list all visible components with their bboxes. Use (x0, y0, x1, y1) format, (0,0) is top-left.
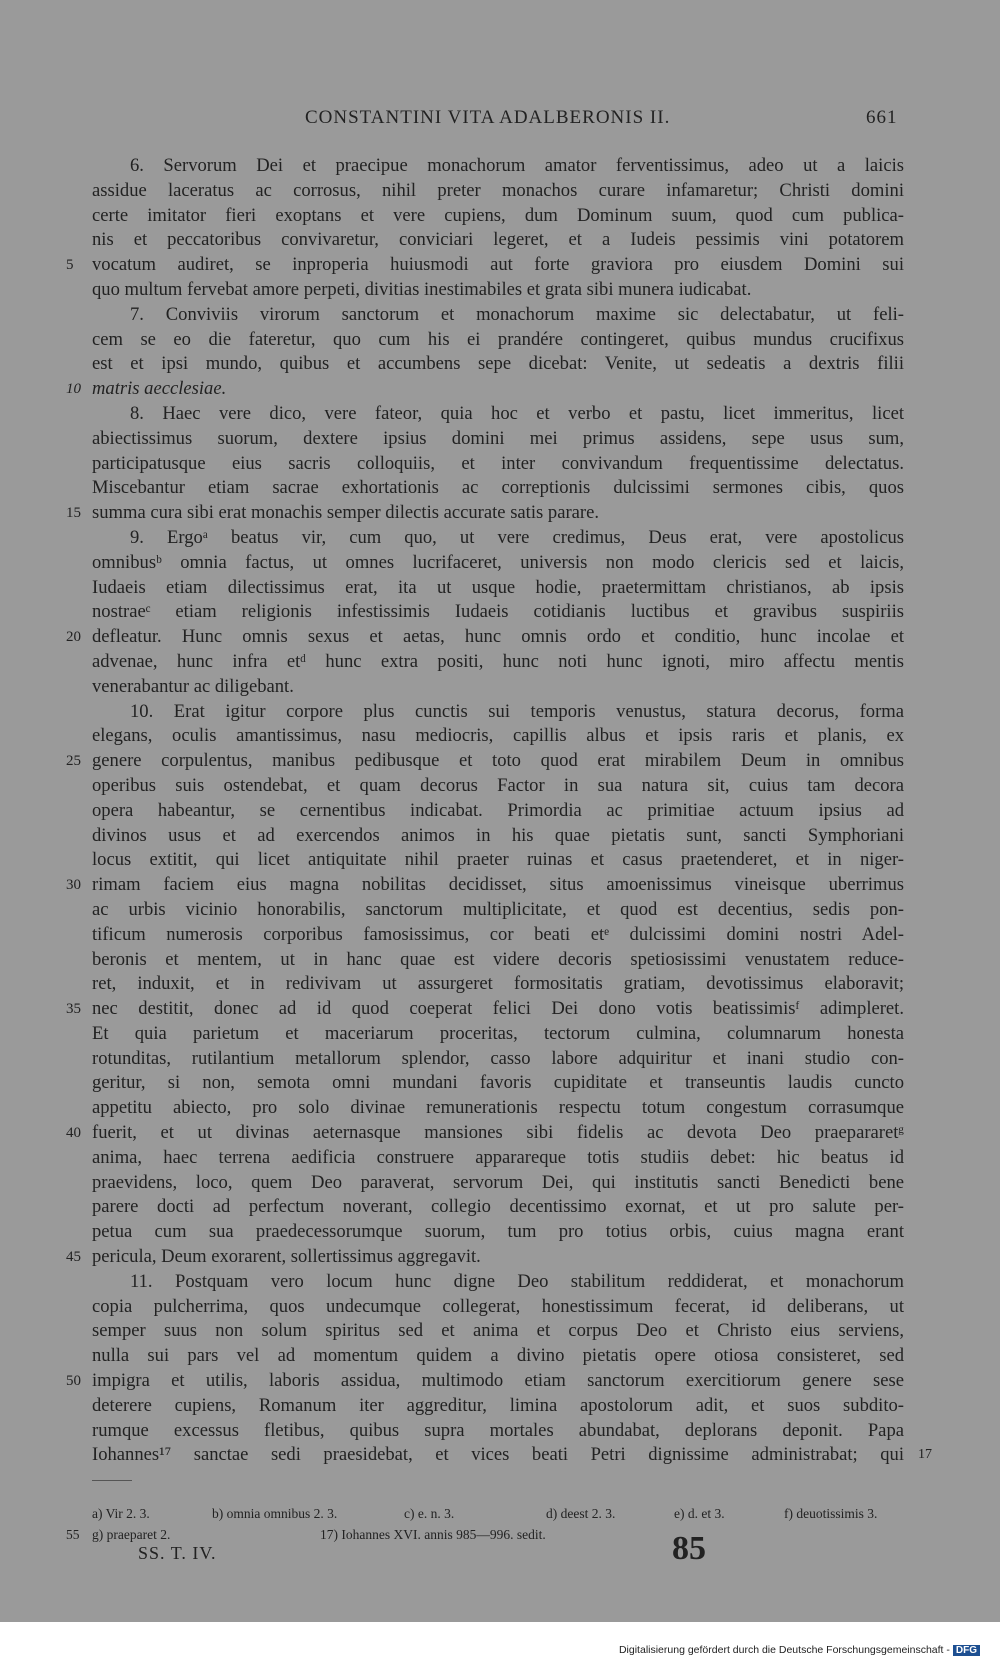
text-line (92, 1096, 904, 1121)
text-line (92, 427, 904, 452)
line-text: ret, induxit, et in redivivam ut assurgeret formositatis gratiam, devotissimus elaboravit; (92, 973, 904, 995)
line-text: ac urbis vicinio honorabilis, sanctorum multiplicitate, et quod est decentius, sedis pon- (92, 898, 904, 920)
line-text: petua cum sua praedecessorumque suorum, tum pro totius orbis, cuius magna erant (92, 1221, 904, 1243)
line-text: cem se eo die fateretur, quo cum his ei prandére contingeret, quibus mundus crucifixus (92, 328, 904, 350)
text-line (66, 1245, 904, 1270)
line-text: rimam faciem eius magna nobilitas decidisset, situs amoenissimus vineisque uberrimus (92, 874, 904, 896)
text-line (92, 700, 904, 725)
line-text: 9. Ergoᵃ beatus vir, cum quo, ut vere credimus, Deus erat, vere apostolicus (130, 526, 904, 548)
text-line (92, 724, 904, 749)
line-text: omnibusᵇ omnia factus, ut omnes lucrifaceret, universis non modo clericis sed et laicis, (92, 551, 904, 573)
line-text: matris aecclesiae. (92, 378, 227, 400)
text-line (92, 452, 904, 477)
line-text: semper suus non solum spiritus sed et anima et corpus Deo et Christo eius serviens, (92, 1320, 904, 1342)
line-text: rumque excessus fletibus, quibus supra mortales abundabat, deplorans deponit. Papa (92, 1419, 904, 1441)
text-line (92, 600, 904, 625)
line-text: divinos usus et ad exercendos animos in his quae pietatis sunt, sancti Symphoriani (92, 824, 904, 846)
line-text: praevidens, loco, quem Deo paraverat, servorum Dei, qui institutis sancti Benedicti bene (92, 1171, 904, 1193)
footnote-row (66, 1524, 904, 1545)
line-number: 10 (66, 381, 81, 398)
text-line (92, 1171, 904, 1196)
footnote: c) e. n. 3. (404, 1506, 455, 1521)
text-line (92, 1146, 904, 1171)
line-text: assidue laceratus ac corrosus, nihil preter monachos curare infamaretur; Christi domini (92, 179, 904, 201)
footnote: g) praeparet 2. (92, 1527, 171, 1542)
text-line (92, 972, 904, 997)
text-line (92, 1419, 904, 1444)
text-line (92, 1270, 904, 1295)
text-line (92, 179, 904, 204)
text-line (92, 1047, 904, 1072)
line-text: operibus suis ostendebat, et quam decorus Factor in sua natura sit, cuius tam decora (92, 774, 904, 796)
line-text: parere docti ad perfectum noverant, collegio decentissimo exornat, et ut pro salute per- (92, 1196, 904, 1218)
line-text: Et quia parietum et maceriarum proceritas, tectorum culmina, columnarum honesta (92, 1022, 904, 1044)
text-line (66, 749, 904, 774)
dfg-logo: DFG (953, 1645, 980, 1656)
text-line (92, 526, 904, 551)
text-line (66, 1121, 904, 1146)
text-line (92, 824, 904, 849)
text-line (92, 1443, 932, 1468)
line-text: anima, haec terrena aedificia construere apparareque totis studiis debet: hic beatus id (92, 1146, 904, 1168)
text-line (92, 1071, 904, 1096)
line-text: nostraeᶜ etiam religionis infestissimis Iudaeis cotidianis luctibus et gravibus suspiriis (92, 601, 904, 623)
text-line (92, 204, 904, 229)
text-line (92, 551, 904, 576)
footnote-rule (92, 1480, 132, 1481)
line-number: 50 (66, 1373, 81, 1390)
line-text: 10. Erat igitur corpore plus cunctis sui temporis venustus, statura decorus, forma (130, 700, 904, 722)
footnotes (66, 1503, 904, 1545)
text-line (92, 1220, 904, 1245)
text-line (92, 1344, 904, 1369)
text-line (66, 253, 904, 278)
line-text: tificum numerosis corporibus famosissimus, cor beati etᵉ dulcissimi domini nostri Adel- (92, 923, 904, 945)
line-text: pericula, Deum exorarent, sollertissimus aggregavit. (92, 1246, 481, 1268)
line-text: vocatum audiret, se inproperia huiusmodi aut forte graviora pro eiusdem Domini sui (92, 254, 904, 276)
page-number: 661 (866, 107, 898, 128)
line-text: 11. Postquam vero locum hunc digne Deo stabilitum reddiderat, et monachorum (130, 1270, 904, 1292)
line-number: 35 (66, 1001, 81, 1018)
line-number: 30 (66, 877, 81, 894)
text-line (66, 997, 904, 1022)
text-line (92, 303, 904, 328)
line-number: 25 (66, 753, 81, 770)
text-line (92, 898, 904, 923)
footnote: 17) Iohannes XVI. annis 985—996. sedit. (320, 1527, 546, 1542)
text-line (92, 1394, 904, 1419)
text-line (92, 650, 904, 675)
line-number: 15 (66, 505, 81, 522)
line-number: 20 (66, 629, 81, 646)
line-text: deterere cupiens, Romanum iter aggreditur, limina apostolorum adit, et suos subdito- (92, 1394, 904, 1416)
text-line (92, 278, 904, 303)
line-text: certe imitator fieri exoptans et vere cupiens, dum Dominum suum, quod cum publica- (92, 204, 904, 226)
footnote: d) deest 2. 3. (546, 1506, 616, 1521)
text-line (92, 1319, 904, 1344)
footnote-row (66, 1503, 904, 1524)
line-text: elegans, oculis amantissimus, nasu mediocris, capillis albus et ipsis raris et planis, ex (92, 725, 904, 747)
text-line (66, 625, 904, 650)
line-text: nulla sui pars vel ad momentum quidem a divino pietatis opere otiosa consisteret, sed (92, 1345, 904, 1367)
footnote: f) deuotissimis 3. (784, 1506, 878, 1521)
line-text: rotunditas, rutilantium metallorum splendor, casso labore adquiritur et inani studio con- (92, 1047, 904, 1069)
text-line (66, 873, 904, 898)
line-text: 8. Haec vere dico, vere fateor, quia hoc et verbo et pastu, licet immeritus, licet (130, 402, 904, 424)
text-line (92, 328, 904, 353)
line-number: 5 (66, 257, 74, 274)
text-line (92, 1022, 904, 1047)
line-text: geritur, si non, semota omni mundani favoris cupiditate et transeuntis laudis cuncto (92, 1072, 904, 1094)
footnote: a) Vir 2. 3. (92, 1506, 150, 1521)
line-text: nis et peccatoribus convivaretur, conviciari legeret, et a Iudeis pessimis vini potatorem (92, 229, 904, 251)
line-text: impigra et utilis, laboris assidua, multimodo etiam sanctorum exercitiorum genere sese (92, 1370, 904, 1392)
text-line (92, 1295, 904, 1320)
line-text: copia pulcherrima, quos undecumque collegerat, honestissimum fecerat, id deliberans, ut (92, 1295, 904, 1317)
text-line (92, 799, 904, 824)
line-text: Iohannes¹⁷ sanctae sedi praesidebat, et vices beati Petri dignissime administrabat; qui (92, 1444, 904, 1466)
text-line (92, 476, 904, 501)
text-line (92, 352, 904, 377)
line-text: abiectissimus suorum, dextere ipsius domini mei primus assidens, sepe usus sum, (92, 427, 904, 449)
text-line (92, 1195, 904, 1220)
text-line (92, 402, 904, 427)
text-line (92, 948, 904, 973)
text-line (92, 228, 904, 253)
line-text: defleatur. Hunc omnis sexus et aetas, hunc omnis ordo et conditio, hunc incolae et (92, 626, 904, 648)
text-line (92, 675, 904, 700)
line-text: genere corpulentus, manibus pedibusque et toto quod erat mirabilem Deum in omnibus (92, 750, 904, 772)
text-line (92, 576, 904, 601)
line-text: nec destitit, donec ad id quod coeperat felici Dei dono votis beatissimisᶠ adimpleret. (92, 998, 904, 1020)
line-text: participatusque eius sacris colloquiis, et inter convivandum frequentissime delectatus. (92, 452, 904, 474)
text-line (92, 154, 904, 179)
running-title: CONSTANTINI VITA ADALBERONIS II. (305, 107, 671, 128)
text-line (66, 501, 904, 526)
line-text: beronis et mentem, ut in hanc quae est videre decoris spetiosissimi venustatem reduce- (92, 948, 904, 970)
line-text: 6. Servorum Dei et praecipue monachorum amator ferventissimus, adeo ut a laicis (130, 155, 904, 176)
line-number: 55 (66, 1527, 80, 1542)
text-line (66, 1369, 904, 1394)
text-line (92, 774, 904, 799)
sheet-number: 85 (672, 1530, 706, 1567)
line-text: opera habeantur, se cernentibus indicabat. Primordia ac primitiae actuum ipsius ad (92, 799, 904, 821)
line-text: locus extitit, qui licet antiquitate nihil praeter ruinas et casus praetenderet, et in niger- (92, 849, 904, 871)
line-text: venerabantur ac diligebant. (92, 675, 294, 697)
line-text: appetitu abiecto, pro solo divinae remunerationis respectu totum congestum corrasumque (92, 1097, 904, 1119)
line-number: 40 (66, 1125, 81, 1142)
footnote: e) d. et 3. (674, 1506, 725, 1521)
margin-note-number: 17 (918, 1447, 932, 1463)
text-line (92, 848, 904, 873)
footnote: b) omnia omnibus 2. 3. (212, 1506, 338, 1521)
line-text: 7. Conviviis virorum sanctorum et monachorum maxime sic delectabatur, ut feli- (130, 303, 904, 325)
text-line (66, 377, 904, 402)
line-text: fuerit, et ut divinas aeternasque mansiones sibi fidelis ac devota Deo praepararetᵍ (92, 1122, 904, 1144)
digitization-credit (619, 1644, 980, 1656)
line-number: 45 (66, 1249, 81, 1266)
credit-text: Digitalisierung gefördert durch die Deutsche Forschungsgemeinschaft - (618, 1644, 950, 1656)
signature-mark: SS. T. IV. (138, 1543, 217, 1563)
line-text: Miscebantur etiam sacrae exhortationis ac correptionis dulcissimi sermones cibis, quos (92, 477, 904, 499)
line-text: quo multum fervebat amore perpeti, divitias inestimabiles et grata sibi munera iudicabat. (92, 278, 752, 300)
line-text: summa cura sibi erat monachis semper dilectis accurate satis parare. (92, 502, 599, 524)
line-text: est et ipsi mundo, quibus et accumbens sepe dicebat: Venite, ut sedeatis a dextris filii (92, 353, 904, 375)
text-body (66, 154, 932, 1468)
text-line (92, 923, 904, 948)
line-text: advenae, hunc infra etᵈ hunc extra positi, hunc noti hunc ignoti, miro affectu mentis (92, 650, 904, 672)
line-text: Iudaeis etiam dilectissimus erat, ita ut usque hodie, praetermittam christianos, ab ipsis (92, 576, 904, 598)
